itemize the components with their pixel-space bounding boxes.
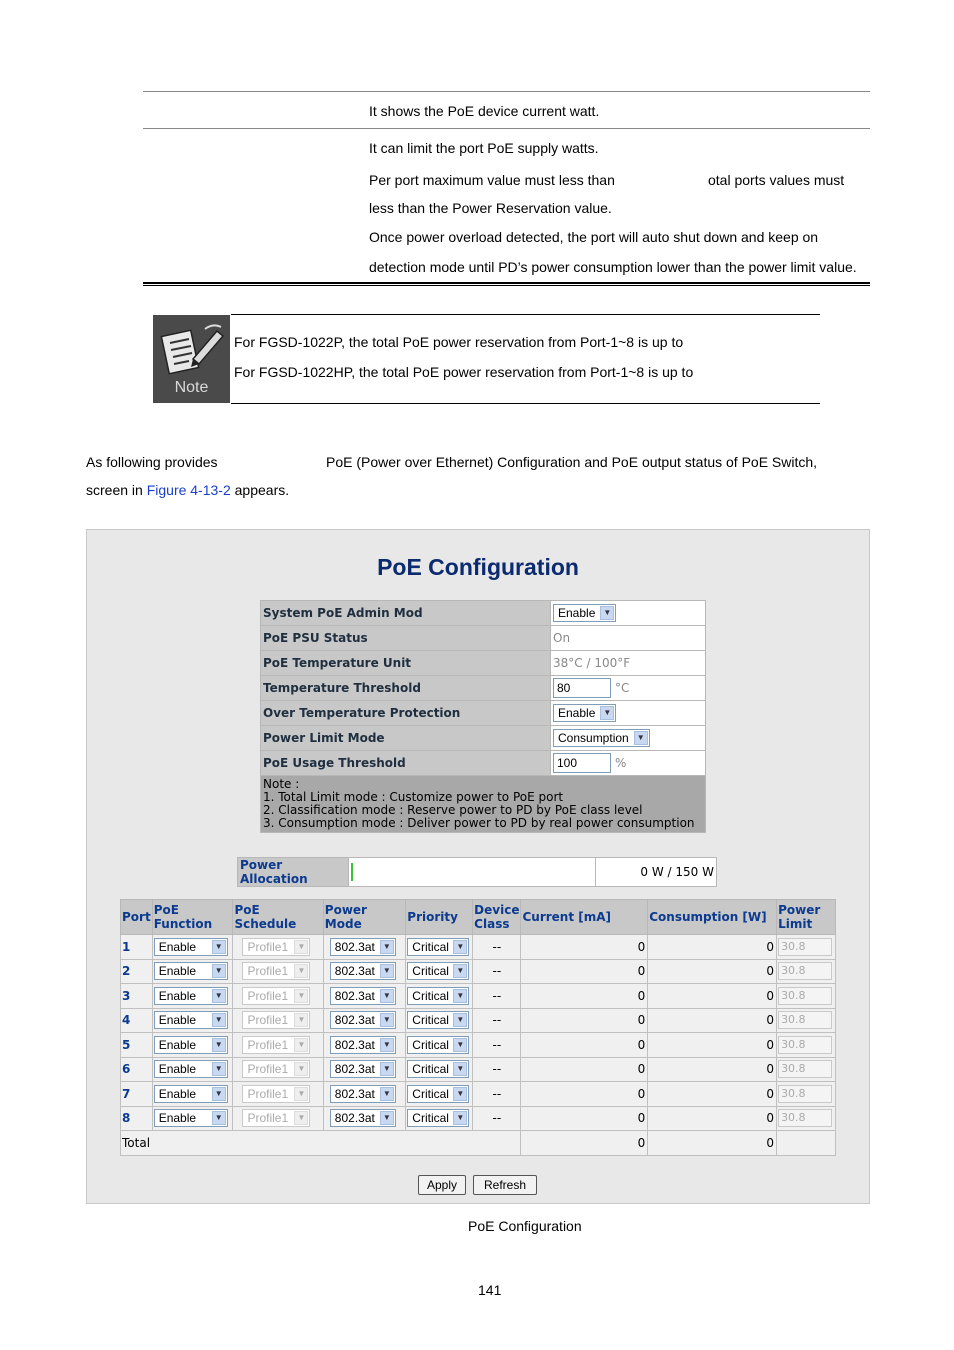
priority-cell [406,984,473,1009]
chevron-down-icon: ▼ [634,731,648,745]
current-value: 0 [521,1057,648,1082]
chevron-down-icon: ▼ [294,1013,308,1027]
power-mode-select[interactable] [330,1036,396,1054]
power-allocation-value: 0 W / 150 W [596,858,717,887]
chevron-down-icon: ▼ [294,1111,308,1125]
mode-notes-row [261,776,706,833]
mode-note-line: 2. Classification mode : Reserve power to PD by PoE class level [263,803,643,817]
priority-select[interactable] [407,938,469,956]
power-limit-input[interactable]: 30.8 [778,1060,832,1078]
select-value: Consumption [558,731,629,745]
priority-cell [406,935,473,960]
power-mode-cell [323,1008,406,1033]
priority-select[interactable] [407,1085,469,1103]
chevron-down-icon: ▼ [600,706,614,720]
select-value: Critical [412,1111,449,1126]
table-row [121,1082,836,1107]
current-value: 0 [521,935,648,960]
poe-schedule-cell [233,1008,323,1033]
psu-status-value: On [551,626,706,651]
chevron-down-icon: ▼ [453,964,467,978]
temperature-threshold-input[interactable]: 80 [553,678,611,698]
table-row [121,1106,836,1131]
port-number: 7 [121,1082,153,1107]
table-top-rule [143,91,870,92]
poe-function-select[interactable] [154,938,228,956]
intro-text: PoE (Power over Ethernet) Configuration and PoE output status of PoE Switch, [326,454,818,470]
priority-select[interactable] [407,987,469,1005]
device-class: -- [473,1082,521,1107]
poe-schedule-cell [233,984,323,1009]
power-allocation-row [238,858,717,887]
poe-function-select[interactable] [154,1060,228,1078]
poe-function-cell [152,935,233,960]
chevron-down-icon: ▼ [212,1038,226,1052]
usage-threshold-cell [551,751,706,776]
select-value: Enable [158,1062,197,1077]
notepad-pen-icon [153,319,230,379]
col-consumption: Consumption [W] [648,900,777,935]
current-value: 0 [521,984,648,1009]
consumption-value: 0 [648,1082,777,1107]
select-value: Critical [412,988,449,1003]
device-class: -- [473,1057,521,1082]
table-row [121,935,836,960]
poe-function-select[interactable] [154,1036,228,1054]
temperature-unit-value: 38°C / 100°F [551,651,706,676]
consumption-value: 0 [648,1057,777,1082]
chevron-down-icon: ▼ [294,1087,308,1101]
power-mode-cell [323,1082,406,1107]
note-line: For FGSD-1022P, the total PoE power reservation from Port-1~8 is up to [234,334,684,350]
settings-row [261,626,706,651]
port-table [120,899,836,1156]
poe-function-cell [152,1057,233,1082]
chevron-down-icon: ▼ [212,1087,226,1101]
mode-note-line: Note : [263,777,300,791]
port-number: 8 [121,1106,153,1131]
total-limit-empty [777,1131,836,1156]
consumption-value: 0 [648,1033,777,1058]
refresh-button[interactable]: Refresh [473,1175,537,1195]
total-row [121,1131,836,1156]
priority-select[interactable] [407,962,469,980]
power-limit-mode-select[interactable] [553,729,650,747]
percent-unit: % [615,755,627,770]
temperature-threshold-label: Temperature Threshold [261,676,551,701]
usage-threshold-input[interactable]: 100 [553,753,611,773]
select-value: Enable [558,606,596,620]
select-value: Profile1 [247,1086,289,1101]
power-mode-cell [323,1033,406,1058]
table-row [121,959,836,984]
select-value: Enable [158,988,197,1003]
col-poe-function: PoE Function [152,900,233,935]
select-value: 802.3at [334,1062,375,1077]
device-class: -- [473,1008,521,1033]
chevron-down-icon: ▼ [380,1087,394,1101]
select-value: Enable [158,1086,197,1101]
select-value: 802.3at [334,939,375,954]
doc-line: Per port maximum value must less than [369,172,615,188]
select-value: 802.3at [334,988,375,1003]
power-limit-cell [777,984,836,1009]
chevron-down-icon: ▼ [380,989,394,1003]
power-limit-mode-label: Power Limit Mode [261,726,551,751]
total-consumption: 0 [648,1131,777,1156]
priority-cell [406,959,473,984]
poe-function-select[interactable] [154,1085,228,1103]
power-limit-cell [777,1008,836,1033]
settings-row [261,701,706,726]
device-class: -- [473,959,521,984]
chevron-down-icon: ▼ [380,940,394,954]
admin-mode-select[interactable] [553,604,616,622]
port-number: 6 [121,1057,153,1082]
select-value: Enable [158,1111,197,1126]
chevron-down-icon: ▼ [294,989,308,1003]
poe-settings-table [260,600,706,833]
doc-line: It can limit the port PoE supply watts. [369,140,599,156]
poe-schedule-select [242,1085,310,1103]
temperature-threshold-cell [551,676,706,701]
intro-text: screen in [86,482,147,498]
select-value: Enable [558,706,596,720]
port-number: 4 [121,1008,153,1033]
settings-row [261,601,706,626]
intro-text: appears. [230,482,290,498]
current-value: 0 [521,959,648,984]
poe-function-select[interactable] [154,1011,228,1029]
mode-note-line: 3. Consumption mode : Deliver power to PD by real power consumption [263,816,695,830]
power-limit-cell [777,1057,836,1082]
power-mode-cell [323,1057,406,1082]
power-allocation-bar [349,858,596,887]
power-mode-cell [323,935,406,960]
power-limit-input[interactable]: 30.8 [778,1036,832,1054]
select-value: Enable [158,1013,197,1028]
chevron-down-icon: ▼ [380,1013,394,1027]
device-class: -- [473,984,521,1009]
power-mode-select[interactable] [330,1085,396,1103]
poe-schedule-cell [233,959,323,984]
poe-function-cell [152,959,233,984]
over-temp-protection-cell [551,701,706,726]
select-value: 802.3at [334,1037,375,1052]
power-mode-select[interactable] [330,1011,396,1029]
chevron-down-icon: ▼ [453,989,467,1003]
port-number: 5 [121,1033,153,1058]
device-class: -- [473,935,521,960]
select-value: Profile1 [247,939,289,954]
select-value: Profile1 [247,964,289,979]
col-current: Current [mA] [521,900,648,935]
power-mode-select[interactable] [330,938,396,956]
poe-function-select[interactable] [154,987,228,1005]
power-limit-cell [777,1106,836,1131]
poe-function-cell [152,1033,233,1058]
select-value: Enable [158,1037,197,1052]
poe-schedule-select [242,987,310,1005]
power-mode-cell [323,959,406,984]
mode-note-line: 1. Total Limit mode : Customize power to PoE port [263,790,564,804]
page-number: 141 [478,1282,502,1298]
power-limit-cell [777,935,836,960]
select-value: Critical [412,1062,449,1077]
current-value: 0 [521,1033,648,1058]
current-value: 0 [521,1106,648,1131]
power-mode-select[interactable] [330,1060,396,1078]
power-mode-select[interactable] [330,987,396,1005]
priority-cell [406,1082,473,1107]
port-number: 1 [121,935,153,960]
chevron-down-icon: ▼ [212,1013,226,1027]
power-mode-cell [323,1106,406,1131]
chevron-down-icon: ▼ [294,1038,308,1052]
col-priority: Priority [406,900,473,935]
settings-row [261,751,706,776]
chevron-down-icon: ▼ [380,1062,394,1076]
note-label: Note [174,379,209,396]
poe-schedule-cell [233,1082,323,1107]
poe-function-cell [152,1008,233,1033]
chevron-down-icon: ▼ [212,1062,226,1076]
chevron-down-icon: ▼ [294,1062,308,1076]
power-limit-input[interactable]: 30.8 [778,962,832,980]
power-limit-cell [777,959,836,984]
power-allocation-label: Power Allocation [238,858,349,887]
priority-cell [406,1033,473,1058]
chevron-down-icon: ▼ [294,940,308,954]
apply-button[interactable]: Apply [418,1175,466,1195]
power-limit-mode-cell [551,726,706,751]
device-class: -- [473,1033,521,1058]
doc-line: Once power overload detected, the port will auto shut down and keep on [369,229,819,245]
doc-line: less than the Power Reservation value. [369,200,612,216]
poe-schedule-cell [233,1057,323,1082]
select-value: Enable [158,939,197,954]
consumption-value: 0 [648,1008,777,1033]
poe-schedule-select [242,1036,310,1054]
chevron-down-icon: ▼ [600,606,614,620]
power-limit-input[interactable]: 30.8 [778,1085,832,1103]
temperature-unit-label: PoE Temperature Unit [261,651,551,676]
table-bottom-rule [143,282,870,286]
chevron-down-icon: ▼ [453,1013,467,1027]
col-power-mode: Power Mode [323,900,406,935]
current-value: 0 [521,1082,648,1107]
table-row [121,1008,836,1033]
port-rows [121,935,836,1131]
chevron-down-icon: ▼ [380,1111,394,1125]
select-value: Profile1 [247,1013,289,1028]
poe-function-cell [152,984,233,1009]
usage-threshold-label: PoE Usage Threshold [261,751,551,776]
poe-schedule-cell [233,1106,323,1131]
table-row-rule [143,128,870,129]
over-temp-protection-select[interactable] [553,704,616,722]
priority-cell [406,1057,473,1082]
power-limit-input[interactable]: 30.8 [778,1109,832,1127]
poe-config-panel [86,529,870,1204]
col-poe-schedule: PoE Schedule [233,900,323,935]
poe-schedule-select [242,1060,310,1078]
table-row [121,984,836,1009]
psu-status-label: PoE PSU Status [261,626,551,651]
consumption-value: 0 [648,984,777,1009]
poe-schedule-cell [233,1033,323,1058]
table-row [121,1057,836,1082]
intro-text: As following provides [86,454,218,470]
power-limit-input[interactable]: 30.8 [778,1011,832,1029]
col-port: Port [121,900,153,935]
celsius-unit: °C [615,680,630,695]
port-number: 3 [121,984,153,1009]
chevron-down-icon: ▼ [212,989,226,1003]
priority-cell [406,1008,473,1033]
port-number: 2 [121,959,153,984]
select-value: 802.3at [334,1111,375,1126]
poe-function-cell [152,1082,233,1107]
note-bottom-rule [231,403,820,404]
note-icon [153,315,230,403]
chevron-down-icon: ▼ [380,1038,394,1052]
note-top-rule [231,314,820,315]
select-value: Critical [412,1086,449,1101]
power-limit-cell [777,1033,836,1058]
allocation-fill [351,863,353,881]
poe-function-select[interactable] [154,1109,228,1127]
mode-notes [261,776,706,833]
select-value: 802.3at [334,1013,375,1028]
chevron-down-icon: ▼ [453,1087,467,1101]
page-title: PoE Configuration [377,554,579,580]
power-mode-select[interactable] [330,962,396,980]
doc-line: otal ports values must [708,172,845,188]
select-value: 802.3at [334,1086,375,1101]
power-allocation-table [237,857,717,887]
table-row [121,1033,836,1058]
power-mode-select[interactable] [330,1109,396,1127]
chevron-down-icon: ▼ [380,964,394,978]
select-value: Enable [158,964,197,979]
poe-schedule-select [242,1011,310,1029]
chevron-down-icon: ▼ [453,1038,467,1052]
priority-select[interactable] [407,1011,469,1029]
chevron-down-icon: ▼ [453,1062,467,1076]
select-value: Critical [412,1037,449,1052]
select-value: Critical [412,939,449,954]
select-value: Profile1 [247,1111,289,1126]
intro-line2 [86,481,289,499]
power-limit-input[interactable]: 30.8 [778,938,832,956]
consumption-value: 0 [648,959,777,984]
settings-row [261,651,706,676]
priority-cell [406,1106,473,1131]
col-device-class: Device Class [473,900,521,935]
over-temp-protection-label: Over Temperature Protection [261,701,551,726]
select-value: Critical [412,1013,449,1028]
power-limit-cell [777,1082,836,1107]
total-label: Total [121,1131,521,1156]
settings-row [261,726,706,751]
settings-row [261,676,706,701]
select-value: Profile1 [247,1037,289,1052]
power-limit-input[interactable]: 30.8 [778,987,832,1005]
power-mode-cell [323,984,406,1009]
figure-caption: PoE Configuration [468,1218,582,1234]
chevron-down-icon: ▼ [294,964,308,978]
poe-function-select[interactable] [154,962,228,980]
poe-function-cell [152,1106,233,1131]
note-line: For FGSD-1022HP, the total PoE power reservation from Port-1~8 is up to [234,364,694,380]
priority-select[interactable] [407,1036,469,1054]
doc-row-current-watt: It shows the PoE device current watt. [369,103,600,119]
poe-schedule-select [242,962,310,980]
doc-line: detection mode until PD’s power consumption lower than the power limit value. [369,259,857,275]
poe-schedule-select [242,938,310,956]
priority-select[interactable] [407,1109,469,1127]
port-table-header [121,900,836,935]
select-value: 802.3at [334,964,375,979]
priority-select[interactable] [407,1060,469,1078]
consumption-value: 0 [648,1106,777,1131]
figure-link[interactable]: Figure 4-13-2 [146,482,231,498]
select-value: Critical [412,964,449,979]
select-value: Profile1 [247,988,289,1003]
select-value: Profile1 [247,1062,289,1077]
poe-schedule-cell [233,935,323,960]
chevron-down-icon: ▼ [212,964,226,978]
chevron-down-icon: ▼ [453,940,467,954]
current-value: 0 [521,1008,648,1033]
admin-mode-cell [551,601,706,626]
col-power-limit: Power Limit [777,900,836,935]
consumption-value: 0 [648,935,777,960]
chevron-down-icon: ▼ [212,940,226,954]
total-current: 0 [521,1131,648,1156]
device-class: -- [473,1106,521,1131]
admin-mode-label: System PoE Admin Mod [261,601,551,626]
chevron-down-icon: ▼ [453,1111,467,1125]
chevron-down-icon: ▼ [212,1111,226,1125]
poe-schedule-select [242,1109,310,1127]
